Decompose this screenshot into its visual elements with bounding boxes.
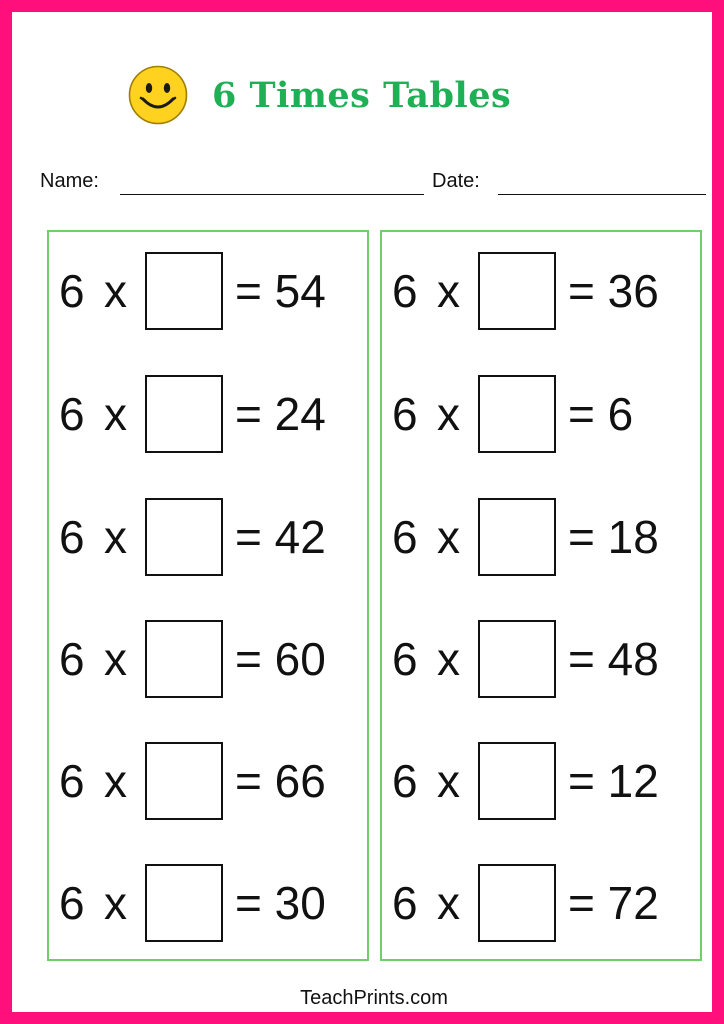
answer-box[interactable]: [478, 375, 556, 453]
factor: 6: [59, 633, 85, 685]
factor: 6: [59, 265, 85, 317]
product: = 48: [568, 633, 659, 685]
multiply-sign: x: [104, 877, 127, 929]
answer-box[interactable]: [478, 252, 556, 330]
answer-box[interactable]: [478, 742, 556, 820]
factor: 6: [59, 877, 85, 929]
multiply-sign: x: [437, 265, 460, 317]
footer-site-name: TeachPrints.com: [300, 987, 448, 1009]
date-field[interactable]: [498, 194, 706, 195]
multiply-sign: x: [437, 388, 460, 440]
factor: 6: [392, 877, 418, 929]
multiply-sign: x: [104, 388, 127, 440]
product: = 54: [235, 265, 326, 317]
answer-box[interactable]: [145, 252, 223, 330]
product: = 66: [235, 755, 326, 807]
name-label: Name:: [40, 170, 99, 192]
answer-box[interactable]: [145, 864, 223, 942]
problem-row: [49, 252, 367, 330]
factor: 6: [392, 388, 418, 440]
product: = 36: [568, 265, 659, 317]
factor: 6: [59, 511, 85, 563]
problem-row: [382, 742, 700, 820]
answer-box[interactable]: [145, 742, 223, 820]
factor: 6: [392, 633, 418, 685]
multiply-sign: x: [437, 511, 460, 563]
problem-row: [49, 742, 367, 820]
page-title: 6 Times Tables: [212, 74, 512, 116]
left-problem-panel: [47, 230, 369, 961]
multiply-sign: x: [104, 511, 127, 563]
problem-row: [382, 252, 700, 330]
title-row: [128, 64, 511, 126]
answer-box[interactable]: [145, 375, 223, 453]
multiply-sign: x: [104, 265, 127, 317]
answer-box[interactable]: [478, 864, 556, 942]
product: = 24: [235, 388, 326, 440]
smiley-face-icon: [128, 65, 188, 125]
answer-box[interactable]: [145, 620, 223, 698]
multiply-sign: x: [104, 755, 127, 807]
factor: 6: [392, 755, 418, 807]
problem-row: [382, 375, 700, 453]
product: = 42: [235, 511, 326, 563]
problem-row: [382, 620, 700, 698]
multiply-sign: x: [104, 633, 127, 685]
multiply-sign: x: [437, 633, 460, 685]
problem-row: [49, 375, 367, 453]
answer-box[interactable]: [145, 498, 223, 576]
multiply-sign: x: [437, 755, 460, 807]
product: = 18: [568, 511, 659, 563]
factor: 6: [59, 755, 85, 807]
problem-row: [49, 864, 367, 942]
product: = 6: [568, 388, 634, 440]
factor: 6: [59, 388, 85, 440]
factor: 6: [392, 511, 418, 563]
right-problem-panel: [380, 230, 702, 961]
problem-row: [49, 498, 367, 576]
name-date-row: [40, 168, 708, 198]
problem-row: [382, 498, 700, 576]
product: = 30: [235, 877, 326, 929]
multiply-sign: x: [437, 877, 460, 929]
product: = 60: [235, 633, 326, 685]
product: = 72: [568, 877, 659, 929]
problem-row: [49, 620, 367, 698]
name-field[interactable]: [120, 194, 424, 195]
product: = 12: [568, 755, 659, 807]
answer-box[interactable]: [478, 498, 556, 576]
factor: 6: [392, 265, 418, 317]
problem-row: [382, 864, 700, 942]
answer-box[interactable]: [478, 620, 556, 698]
date-label: Date:: [432, 170, 480, 192]
